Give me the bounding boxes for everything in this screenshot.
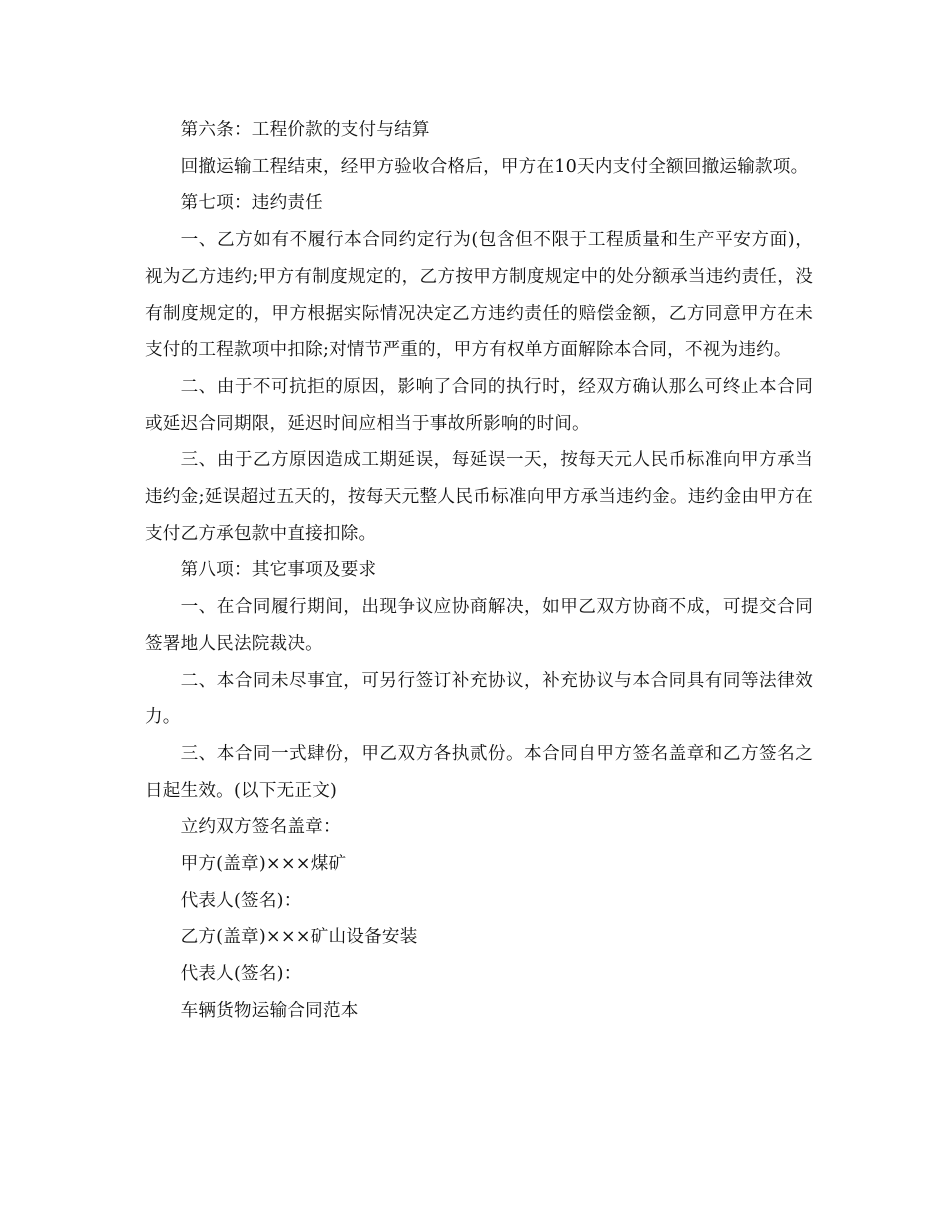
paragraph-other-2: 二、本合同未尽事宜，可另行签订补充协议，补充协议与本合同具有同等法律效力。 [145, 670, 813, 728]
party-a-line: 甲方(盖章)×××煤矿 [180, 854, 347, 875]
party-b-line: 乙方(盖章)×××矿山设备安装 [180, 927, 418, 948]
document-body [145, 112, 813, 1030]
signature-heading: 立约双方签名盖章： [180, 817, 341, 838]
paragraph-payment-terms: 回撤运输工程结束，经甲方验收合格后，甲方在10天内支付全额回撤运输款项。 [180, 156, 809, 177]
paragraph-liability-2: 二、由于不可抗拒的原因，影响了合同的执行时，经双方确认那么可终止本合同或延迟合同期限，延迟时间应相当于事故所影响的时间。 [145, 376, 813, 434]
paragraph-liability-1: 一、乙方如有不履行本合同约定行为(包含但不限于工程质量和生产平安方面)，视为乙方违约;甲方有制度规定的，乙方按甲方制度规定中的处分额承当违约责任，没有制度规定的，甲方根据实际情况决定乙方违约责任的赔偿金额，乙方同意甲方在未支付的工程款项中扣除;对情节严重的，甲方有权单方面解除本合同，不视为违约。 [145, 230, 813, 361]
paragraph-liability-3: 三、由于乙方原因造成工期延误，每延误一天，按每天元人民币标准向甲方承当违约金;延误超过五天的，按每天元整人民币标准向甲方承当违约金。违约金由甲方在支付乙方承包款中直接扣除。 [145, 450, 813, 544]
next-document-title: 车辆货物运输合同范本 [180, 1000, 359, 1021]
section-heading-liability: 第七项：违约责任 [180, 193, 323, 214]
section-heading-payment: 第六条：工程价款的支付与结算 [180, 120, 430, 140]
party-a-representative-line: 代表人(签名)： [180, 890, 302, 911]
party-b-representative-line: 代表人(签名)： [180, 964, 302, 985]
section-heading-other-matters: 第八项：其它事项及要求 [180, 560, 377, 581]
paragraph-other-1: 一、在合同履行期间，出现争议应协商解决，如甲乙双方协商不成，可提交合同签署地人民法院裁决。 [145, 597, 813, 654]
paragraph-other-3: 三、本合同一式肆份，甲乙双方各执贰份。本合同自甲方签名盖章和乙方签名之日起生效。(以下无正文) [145, 743, 813, 801]
